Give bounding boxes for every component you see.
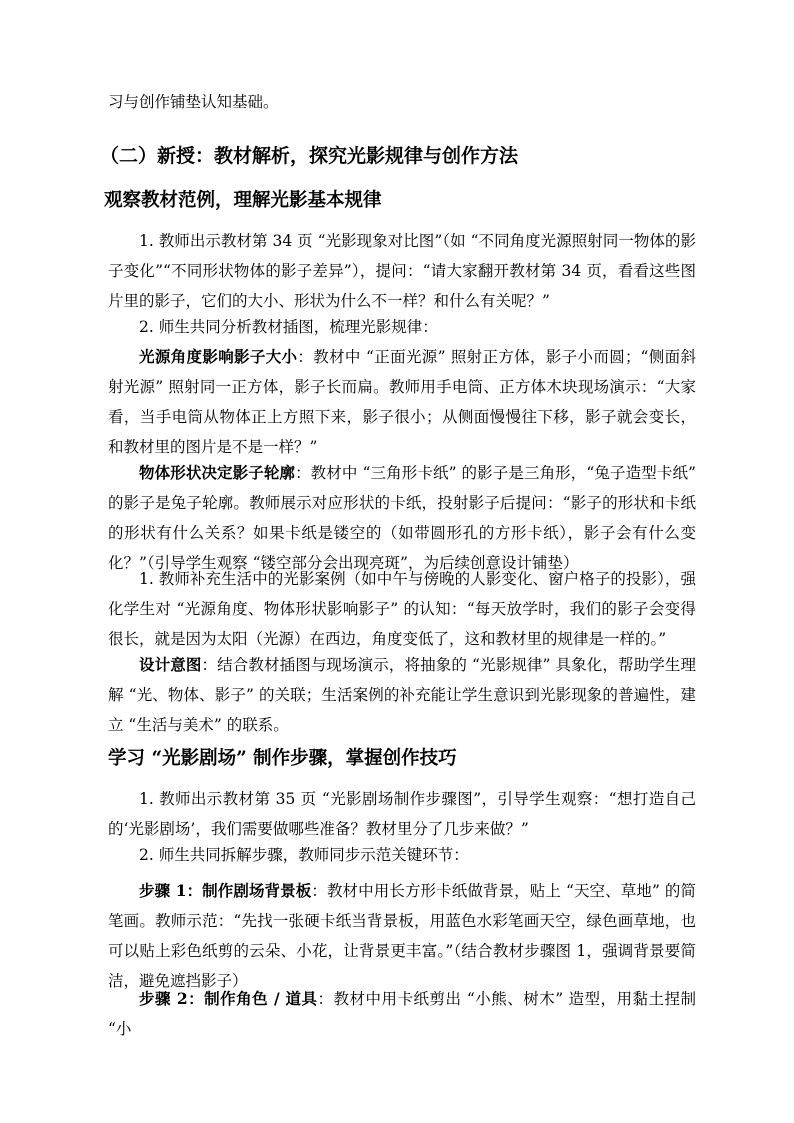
paragraph-break-down-steps: 2. 师生共同拆解步骤，教师同步示范关键环节： [139, 846, 469, 864]
subheading-observe: 观察教材范例，理解光影基本规律 [104, 190, 382, 211]
subheading-learn-steps: 学习 “光影剧场” 制作步骤，掌握创作技巧 [108, 748, 457, 769]
label-light-angle: 光源角度影响影子大小 [139, 347, 298, 366]
paragraph-step-1 [108, 876, 696, 996]
text-step-1: ：教材中用长方形卡纸做背景，贴上 “天空、草地” 的简笔画。教师示范：“先找一张硬卡纸当背景板，用蓝色水彩笔画天空，绿色画草地，也可以贴上彩色纸剪的云朵、小花，让背景更丰富。”（结合教材步骤图 1，强调背景要简洁，避免遮挡影子） [108, 882, 696, 990]
paragraph-teacher-shows-p34: 1. 教师出示教材第 34 页 “光影现象对比图”（如 “不同角度光源照射同一物体的影子变化”“不同形状物体的影子差异”），提问：“请大家翻开教材第 34 页，看看这些图片里的影子，它们的大小、形状为什么不一样？和什么有关呢？” [108, 232, 696, 310]
paragraph-light-angle [108, 342, 696, 462]
paragraph-teacher-shows-p35: 1. 教师出示教材第 35 页 “光影剧场制作步骤图”，引导学生观察：“想打造自己的‘光影剧场’，我们需要做哪些准备？教材里分了几步来做？” [108, 790, 696, 838]
paragraph-object-shape [108, 458, 696, 578]
paragraph-life-examples: 1. 教师补充生活中的光影案例（如中午与傍晚的人影变化、窗户格子的投影），强化学生对 “光源角度、物体形状影响影子” 的认知：“每天放学时，我们的影子会变得很长，就是因为太阳（光源）在西边，角度变低了，这和教材里的规律是一样的。” [108, 570, 696, 648]
label-step-1: 步骤 1：制作剧场背景板 [139, 881, 312, 900]
label-step-2: 步骤 2：制作角色 / 道具 [139, 989, 318, 1008]
paragraph-step-2 [108, 984, 696, 1044]
paragraph-intro-end: 习与创作铺垫认知基础。 [108, 93, 279, 111]
label-object-shape: 物体形状决定影子轮廓 [139, 463, 296, 482]
text-object-shape: ：教材中 “三角形卡纸” 的影子是三角形，“兔子造型卡纸” 的影子是兔子轮廓。教师展示对应形状的卡纸，投射影子后提问：“影子的形状和卡纸的形状有什么关系？如果卡纸是镂空的（如带圆形孔的方形卡纸），影子会有什么变化？”（引导学生观察 “镂空部分会出现亮斑”，为后续创意设计铺垫） [108, 464, 696, 572]
section-heading-new-lesson: （二）新授：教材解析，探究光影规律与创作方法 [100, 145, 519, 167]
label-design-intent: 设计意图 [139, 655, 202, 674]
text-light-angle: ：教材中 “正面光源” 照射正方体，影子小而圆；“侧面斜射光源” 照射同一正方体，影子长而扁。教师用手电筒、正方体木块现场演示：“大家看，当手电筒从物体正上方照下来，影子很小；从侧面慢慢往下移，影子就会变长，和教材里的图片是不是一样？” [108, 348, 696, 456]
paragraph-analyze-illustrations: 2. 师生共同分析教材插图，梳理光影规律： [139, 318, 438, 336]
paragraph-design-intent [108, 650, 696, 740]
text-step-2: ：教材中用卡纸剪出 “小熊、树木” 造型，用黏土捏制 “小 [108, 990, 696, 1038]
text-design-intent: ：结合教材插图与现场演示，将抽象的 “光影规律” 具象化，帮助学生理解 “光、物体、影子” 的关联；生活案例的补充能让学生意识到光影现象的普遍性，建立 “生活与美术” 的联系。 [108, 656, 696, 734]
